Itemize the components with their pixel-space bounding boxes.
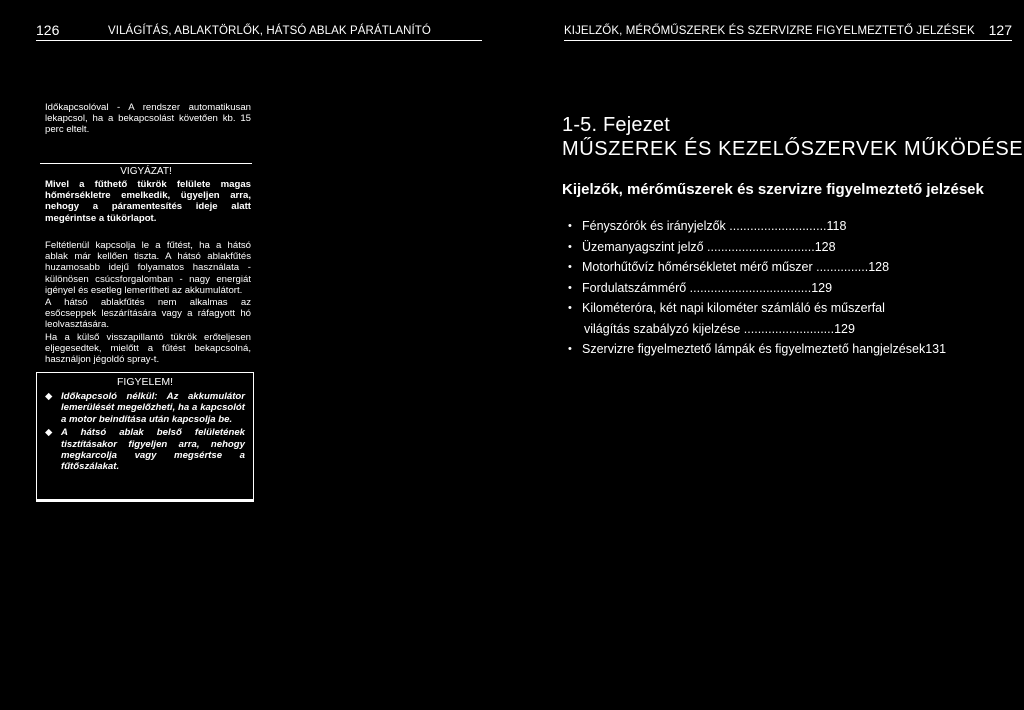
warning-text: Mivel a fűthető tükrök felülete magas hőmérsékletre emelkedik, ügyeljen arra, nehogy a páramentesítés ideje alatt megérintse a tükörlapot. [45,179,251,224]
timer-paragraph: Időkapcsolóval - A rendszer automatikusan lekapcsol, ha a bekapcsolást követően kb. 15 perc eltelt. [45,102,251,136]
paragraph-defogger-off: Feltétlenül kapcsolja le a fűtést, ha a hátsó ablak már kellően tiszta. A hátsó ablakfűtés huzamosabb idejű folyamatos használata - különösen csúcsforgalomban - nagy energiát igényel és esetleg lemerítheti az akkumulátort. [45,240,251,296]
notice-list [37,391,253,473]
notice-item: ◆ A hátsó ablak belső felületének tisztításakor figyeljen arra, nehogy megkarcolja vagy megsértse a fűtőszálakat. [45,427,245,473]
bullet-icon: • [568,343,572,355]
bullet-icon: • [568,281,572,294]
warning-title: VIGYÁZAT! [120,166,172,177]
diamond-bullet-icon: ◆ [45,391,53,402]
bullet-icon: • [568,261,572,273]
diamond-bullet-icon: ◆ [45,427,53,439]
notice-box [36,372,254,502]
paragraph-defogger-limits: A hátsó ablakfűtés nem alkalmas az esőcseppek leszárítására vagy a ráfagyott hó leolvasztására. [45,297,251,331]
notice-title: FIGYELEM! [116,376,173,388]
toc-item[interactable]: • Motorhűtővíz hőmérsékletet mérő műszer ...............128 [568,257,978,278]
toc-item[interactable]: • Kilométeróra, két napi kilométer számláló és műszerfal világítás szabályzó kijelzése ..........................129 [568,298,978,339]
toc-item-continuation: világítás szabályzó kijelzése ..........................129 [584,321,855,336]
left-page-header-title: VILÁGÍTÁS, ABLAKTÖRLŐK, HÁTSÓ ABLAK PÁRÁTLANÍTÓ [108,25,431,37]
bullet-icon: • [568,240,572,253]
table-of-contents [568,216,978,360]
chapter-number: 1-5. Fejezet [562,114,671,136]
notice-item: ◆ Időkapcsoló nélkül: Az akkumulátor lemerülését megelőzheti, ha a kapcsolót a motor beindítása után kapcsolja be. [45,391,245,425]
right-page-header [564,22,1012,41]
right-page [512,0,1024,710]
warning-box [40,163,252,224]
toc-item[interactable]: • Fényszórók és irányjelzők ............................118 [568,216,978,237]
bullet-icon: • [568,220,572,232]
bullet-icon: • [568,302,572,314]
toc-item[interactable]: • Fordulatszámmérő ...................................129 [568,278,978,299]
section-title: Kijelzők, mérőműszerek és szervizre figyelmeztető jelzések [562,181,984,198]
chapter-title: MŰSZEREK ÉS KEZELŐSZERVEK MŰKÖDÉSE [562,138,1024,160]
paragraph-deicer: Ha a külső visszapillantó tükrök erőteljesen eljegesedtek, mielőtt a fűtést bekapcsolná, használjon jégoldó spray-t. [45,331,251,366]
left-page-header [36,22,482,41]
left-page-number: 126 [36,22,60,38]
toc-item[interactable]: • Szervizre figyelmeztető lámpák és figyelmeztető hangjelzések131 [568,339,978,360]
right-page-header-title: KIJELZŐK, MÉRŐMŰSZEREK ÉS SZERVIZRE FIGYELMEZTETŐ JELZÉSEK [564,25,975,37]
body-text [45,240,251,366]
toc-item[interactable]: • Üzemanyagszint jelző ...............................128 [568,237,978,258]
right-page-number: 127 [988,22,1012,38]
